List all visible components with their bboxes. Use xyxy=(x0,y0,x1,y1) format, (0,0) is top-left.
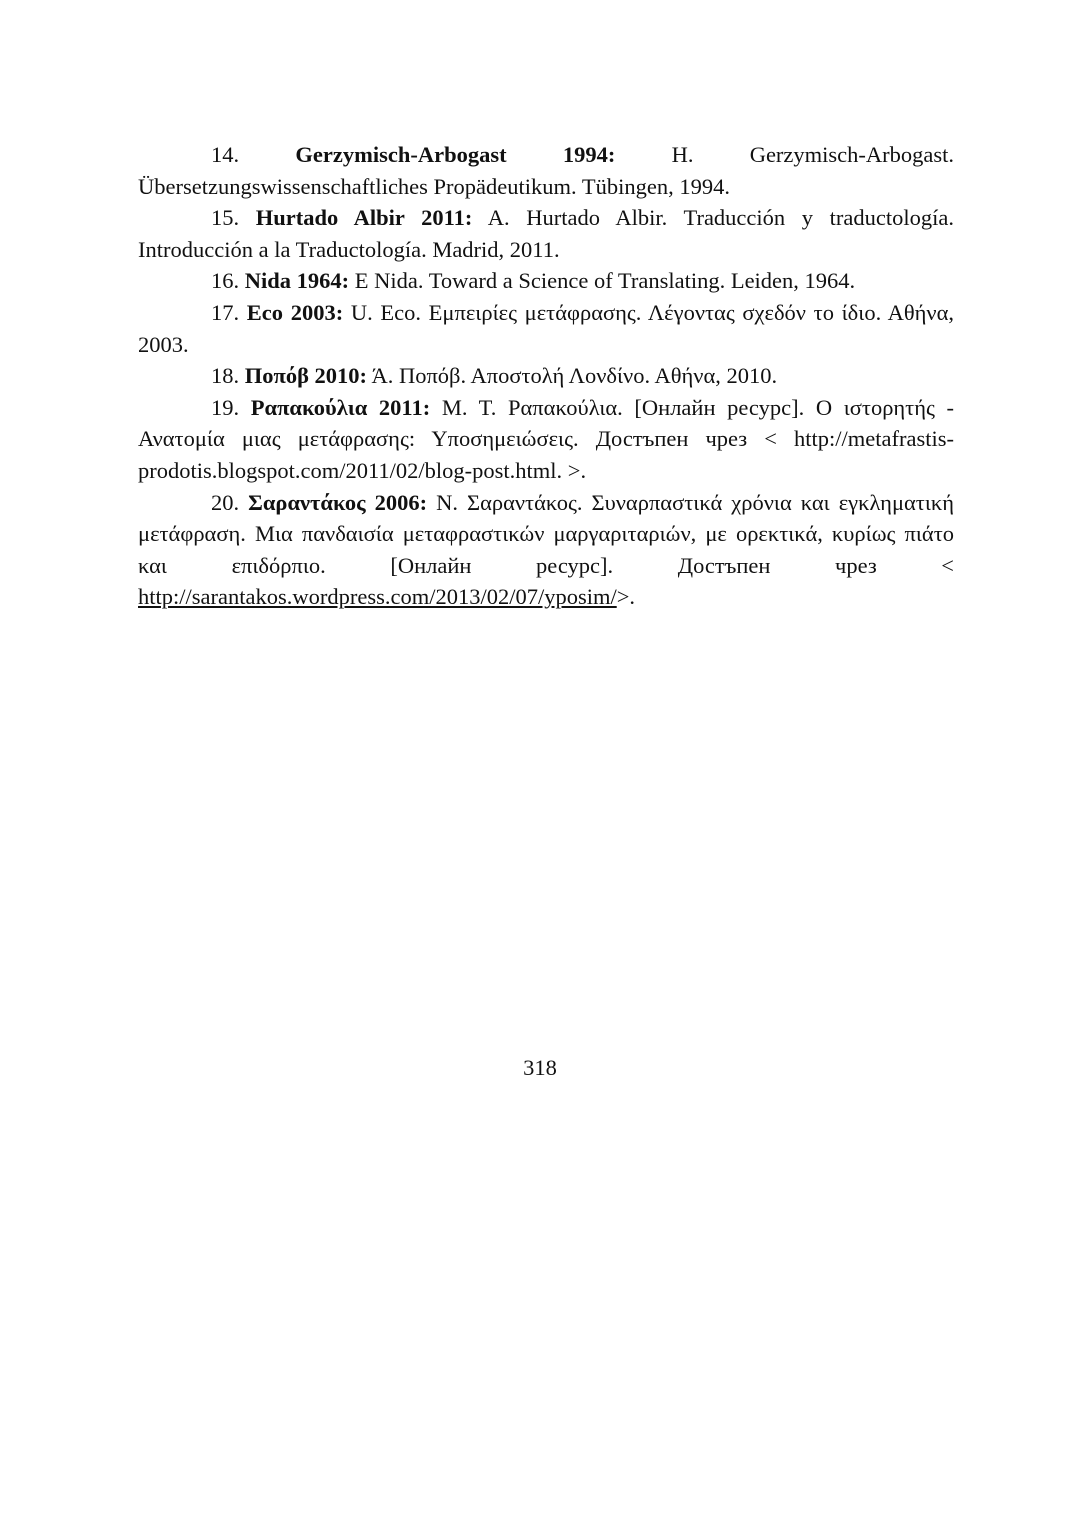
reference-text: U. Eco. Εμπειρίες μετάφρασης. Λέγοντας σχεδόν το ίδιο. Αθήνα, 2003. xyxy=(138,299,954,357)
reference-text: N. Σαραντάκος. Συναρπαστικά χρόνια και εγκληματική μετάφραση. Μια πανδαισία μεταφραστικών μαργαριταριών, με ορεκτικά, κυρίως πιάτο και επιδόρπιο. [Онлайн ресурс]. Достъпен чрез < xyxy=(138,489,954,578)
reference-item xyxy=(138,360,954,392)
reference-text: M. T. Ραπακούλια. [Онлайн ресурс]. Ο ιστορητής - Ανατομία μιας μετάφρασης: Υποσημειώσεις. Достъпен чрез < http://metafrastis-prodotis.blogspot.com/2011/02/blog-post.html. >. xyxy=(138,394,955,483)
reference-key: Ραπακούλια 2011: xyxy=(250,394,431,420)
reference-text-end: >. xyxy=(616,584,636,610)
reference-item xyxy=(138,297,954,360)
reference-item xyxy=(138,202,954,265)
reference-key: Eco 2003: xyxy=(246,299,344,325)
reference-item xyxy=(138,487,954,613)
reference-text: A. Hurtado Albir. Traducción y traductología. Introducción a la Traductología. Madrid, 2011. xyxy=(138,205,954,262)
reference-key: Gerzymisch-Arbogast 1994: xyxy=(295,142,616,167)
page-number: 318 xyxy=(523,1055,557,1080)
reference-number: 19. xyxy=(211,394,240,420)
reference-number: 15. xyxy=(211,205,240,231)
reference-key: Hurtado Albir 2011: xyxy=(255,205,473,231)
reference-number: 14. xyxy=(211,142,240,167)
reference-item xyxy=(138,392,954,487)
reference-key: Nida 1964: xyxy=(244,268,350,294)
reference-list xyxy=(138,139,954,613)
reference-text: Ά. Ποπόβ. Αποστολή Λονδίνο. Αθήνα, 2010. xyxy=(371,363,778,389)
reference-number: 16. xyxy=(211,268,240,294)
reference-text: E Nida. Toward a Science of Translating. Leiden, 1964. xyxy=(354,268,856,294)
reference-number: 18. xyxy=(211,363,240,389)
reference-item xyxy=(138,139,954,202)
reference-number: 17. xyxy=(211,299,240,325)
reference-number: 20. xyxy=(211,489,240,515)
reference-key: Ποπόβ 2010: xyxy=(244,363,368,389)
reference-item xyxy=(138,265,954,297)
reference-text: H. Gerzymisch-Arbogast. Übersetzungswissenschaftliches Propädeutikum. Tübingen, 1994. xyxy=(138,142,955,199)
reference-key: Σαραντάκος 2006: xyxy=(248,489,428,515)
reference-link[interactable]: http://sarantakos.wordpress.com/2013/02/07/yposim/ xyxy=(138,584,617,610)
